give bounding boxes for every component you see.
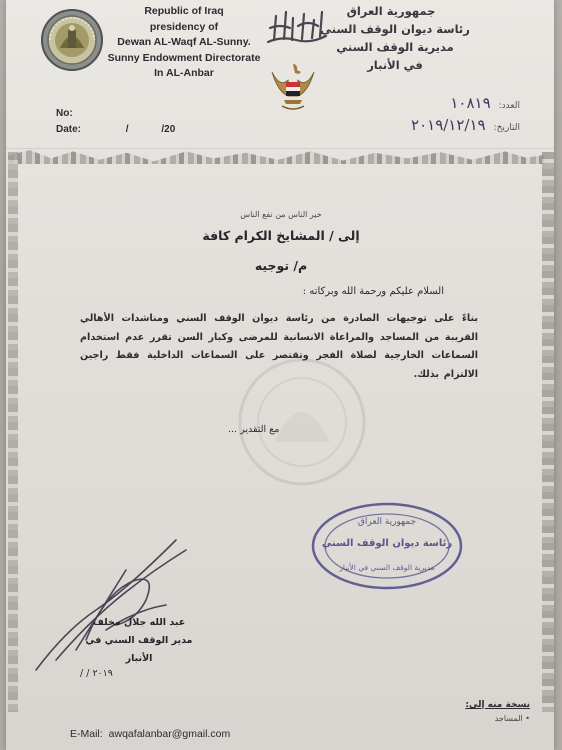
letterhead-en-line: Republic of Iraq	[144, 5, 224, 17]
fold-line	[6, 148, 554, 149]
copy-to-block	[465, 698, 530, 726]
en-date-sep: /	[125, 124, 129, 135]
footer-email	[70, 728, 230, 740]
signatory-date: ٢٠١٩ / /	[80, 668, 113, 679]
iraq-eagle-emblem-icon	[268, 58, 318, 118]
endowment-seal-icon	[40, 8, 104, 72]
stamp-line-3: مديرية الوقف السني في الأنبار	[339, 563, 435, 572]
copy-to-item: • المساجد	[494, 714, 530, 723]
ar-date-value: ٢٠١٩/١٢/١٩	[411, 116, 486, 134]
ar-date-row	[411, 116, 520, 138]
copy-to-title: نسخة منه إلى:	[465, 700, 530, 710]
letterhead-ar-line: مديرية الوقف السني	[336, 40, 454, 54]
letter-motto: خير الناس من نفع الناس	[240, 210, 322, 219]
en-date-label: Date:	[56, 124, 82, 135]
email-address[interactable]: awqafalanbar@gmail.com	[108, 728, 231, 740]
english-reference-block	[56, 106, 175, 138]
letter-recipient: إلى / المشايخ الكرام كافة	[202, 228, 360, 243]
letterhead-en-line: Dewan AL-Waqf AL-Sunny.	[117, 36, 251, 48]
signatory-block	[74, 614, 204, 668]
letterhead-en-line: presidency of	[149, 20, 219, 33]
letter-greeting: السلام عليكم ورحمة الله وبركاته :	[302, 286, 444, 297]
letterhead-ar-line: في الأنبار	[367, 58, 423, 72]
ar-date-label: التاريخ:	[493, 123, 520, 133]
email-label: E-Mail:	[70, 728, 103, 740]
ar-number-value: ١٠٨١٩	[450, 94, 491, 112]
signatory-name: عبد الله جلال مخلف	[92, 617, 186, 628]
stamp-line-1: جمهورية العراق	[357, 517, 417, 527]
signatory-title: مدير الوقف السني في الأنبار	[85, 635, 193, 664]
letterhead-ar-line: جمهورية العراق	[346, 4, 436, 18]
letter-subject: م/ توجيه	[254, 258, 308, 273]
stamp-line-2: رئاسة ديوان الوقف السني	[321, 538, 453, 549]
ar-number-label: العدد:	[498, 101, 520, 111]
en-date-year: /20	[161, 124, 176, 135]
letter-closing: مع التقدير ...	[228, 424, 280, 435]
official-stamp-icon	[308, 498, 466, 594]
arabic-reference-block	[411, 94, 520, 138]
en-date-row	[56, 122, 175, 138]
letterhead-en-line: Sunny Endowment Directorate	[107, 51, 261, 64]
letter-body: بناءً على توجيهات الصادرة من رئاسة ديوان الوقف السني ومناشدات الأهالي القريبة من المساجد والمراعاة الانسانية للمرضى وكبار السن تقرر عدم استخدام السماعات الخارجية لصلاة الفجر وتقتصر على السماعات الداخلية فقط راجين الالتزام بذلك.	[80, 313, 478, 380]
arabic-letterhead	[320, 2, 470, 74]
ar-number-row	[411, 94, 520, 116]
letterhead-ar-line: رئاسة ديوان الوقف السني	[320, 22, 470, 36]
en-number-label: No:	[56, 108, 73, 119]
english-letterhead	[106, 4, 262, 82]
copy-to-item-label: المساجد	[494, 714, 523, 723]
letterhead-en-line: In AL-Anbar	[154, 67, 214, 79]
